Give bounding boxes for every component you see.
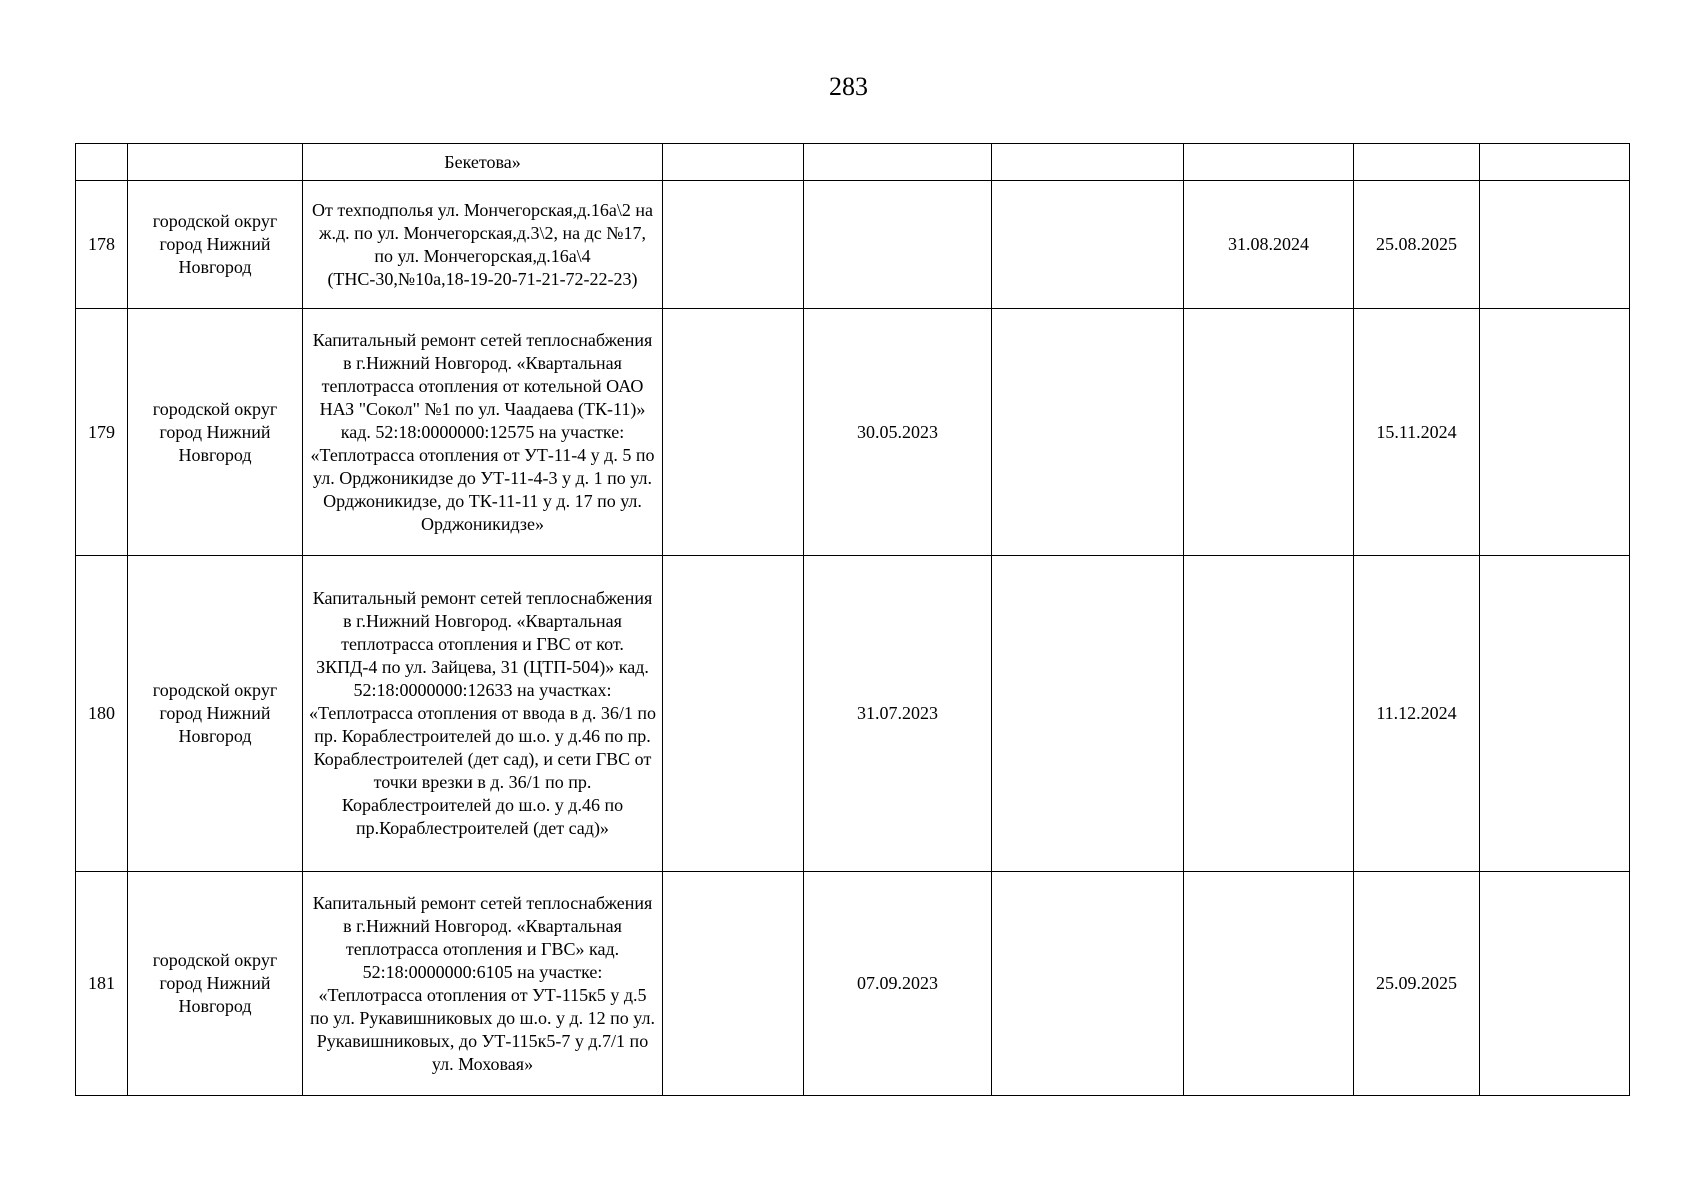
cell-territory: городской округ город Нижний Новгород [128, 309, 303, 556]
cell-date-start: 30.05.2023 [804, 309, 992, 556]
cell-date-end: 25.08.2025 [1354, 181, 1480, 309]
cell-col9 [1480, 556, 1630, 872]
cell-date-mid [1184, 144, 1354, 181]
cell-date-start [804, 144, 992, 181]
cell-col4 [663, 144, 804, 181]
cell-date-mid [1184, 872, 1354, 1096]
cell-date-start: 07.09.2023 [804, 872, 992, 1096]
cell-date-end: 15.11.2024 [1354, 309, 1480, 556]
table-row [76, 872, 1630, 1096]
table-row [76, 309, 1630, 556]
registry-table [75, 143, 1630, 1096]
cell-col4 [663, 309, 804, 556]
cell-col9 [1480, 309, 1630, 556]
cell-date-start: 31.07.2023 [804, 556, 992, 872]
table-row [76, 144, 1630, 181]
cell-number: 179 [76, 309, 128, 556]
cell-number [76, 144, 128, 181]
cell-col4 [663, 181, 804, 309]
cell-description: От техподполья ул. Мончегорская,д.16а\2 на ж.д. по ул. Мончегорская,д.3\2, на дс №17, по ул. Мончегорская,д.16а\4 (ТНС-30,№10а,18-19-20-71-21-72-22-23) [303, 181, 663, 309]
cell-territory: городской округ город Нижний Новгород [128, 556, 303, 872]
cell-territory: городской округ город Нижний Новгород [128, 872, 303, 1096]
page-number: 283 [829, 72, 868, 101]
table-row [76, 181, 1630, 309]
cell-col4 [663, 872, 804, 1096]
cell-description: Капитальный ремонт сетей теплоснабжения в г.Нижний Новгород. «Квартальная теплотрасса отопления и ГВС» кад. 52:18:0000000:6105 на участке: «Теплотрасса отопления от УТ-115к5 у д.5 по ул. Рукавишниковых до ш.о. у д. 12 по ул. Рукавишниковых, до УТ-115к5-7 у д.7/1 по ул. Моховая» [303, 872, 663, 1096]
cell-territory [128, 144, 303, 181]
cell-number: 181 [76, 872, 128, 1096]
cell-col9 [1480, 181, 1630, 309]
cell-col9 [1480, 872, 1630, 1096]
cell-col6 [992, 181, 1184, 309]
cell-territory: городской округ город Нижний Новгород [128, 181, 303, 309]
cell-date-end: 25.09.2025 [1354, 872, 1480, 1096]
cell-date-mid [1184, 309, 1354, 556]
cell-description: Бекетова» [303, 144, 663, 181]
cell-col6 [992, 556, 1184, 872]
cell-date-mid [1184, 556, 1354, 872]
cell-description: Капитальный ремонт сетей теплоснабжения в г.Нижний Новгород. «Квартальная теплотрасса отопления и ГВС от кот. ЗКПД-4 по ул. Зайцева, 31 (ЦТП-504)» кад. 52:18:0000000:12633 на участках: «Теплотрасса отопления от ввода в д. 36/1 по пр. Кораблестроителей до ш.о. у д.46 по пр. Кораблестроителей (дет сад), и сети ГВС от точки врезки в д. 36/1 по пр. Кораблестроителей до ш.о. у д.46 по пр.Кораблестроителей (дет сад)» [303, 556, 663, 872]
cell-date-start [804, 181, 992, 309]
cell-date-end [1354, 144, 1480, 181]
cell-description: Капитальный ремонт сетей теплоснабжения в г.Нижний Новгород. «Квартальная теплотрасса отопления от котельной ОАО НАЗ "Сокол" №1 по ул. Чаадаева (ТК-11)» кад. 52:18:0000000:12575 на участке: «Теплотрасса отопления от УТ-11-4 у д. 5 по ул. Орджоникидзе до УТ-11-4-3 у д. 1 по ул. Орджоникидзе, до ТК-11-11 у д. 17 по ул. Орджоникидзе» [303, 309, 663, 556]
cell-col6 [992, 872, 1184, 1096]
cell-col4 [663, 556, 804, 872]
cell-number: 178 [76, 181, 128, 309]
table-row [76, 556, 1630, 872]
cell-number: 180 [76, 556, 128, 872]
cell-date-end: 11.12.2024 [1354, 556, 1480, 872]
cell-date-mid: 31.08.2024 [1184, 181, 1354, 309]
cell-col6 [992, 309, 1184, 556]
cell-col6 [992, 144, 1184, 181]
cell-col9 [1480, 144, 1630, 181]
